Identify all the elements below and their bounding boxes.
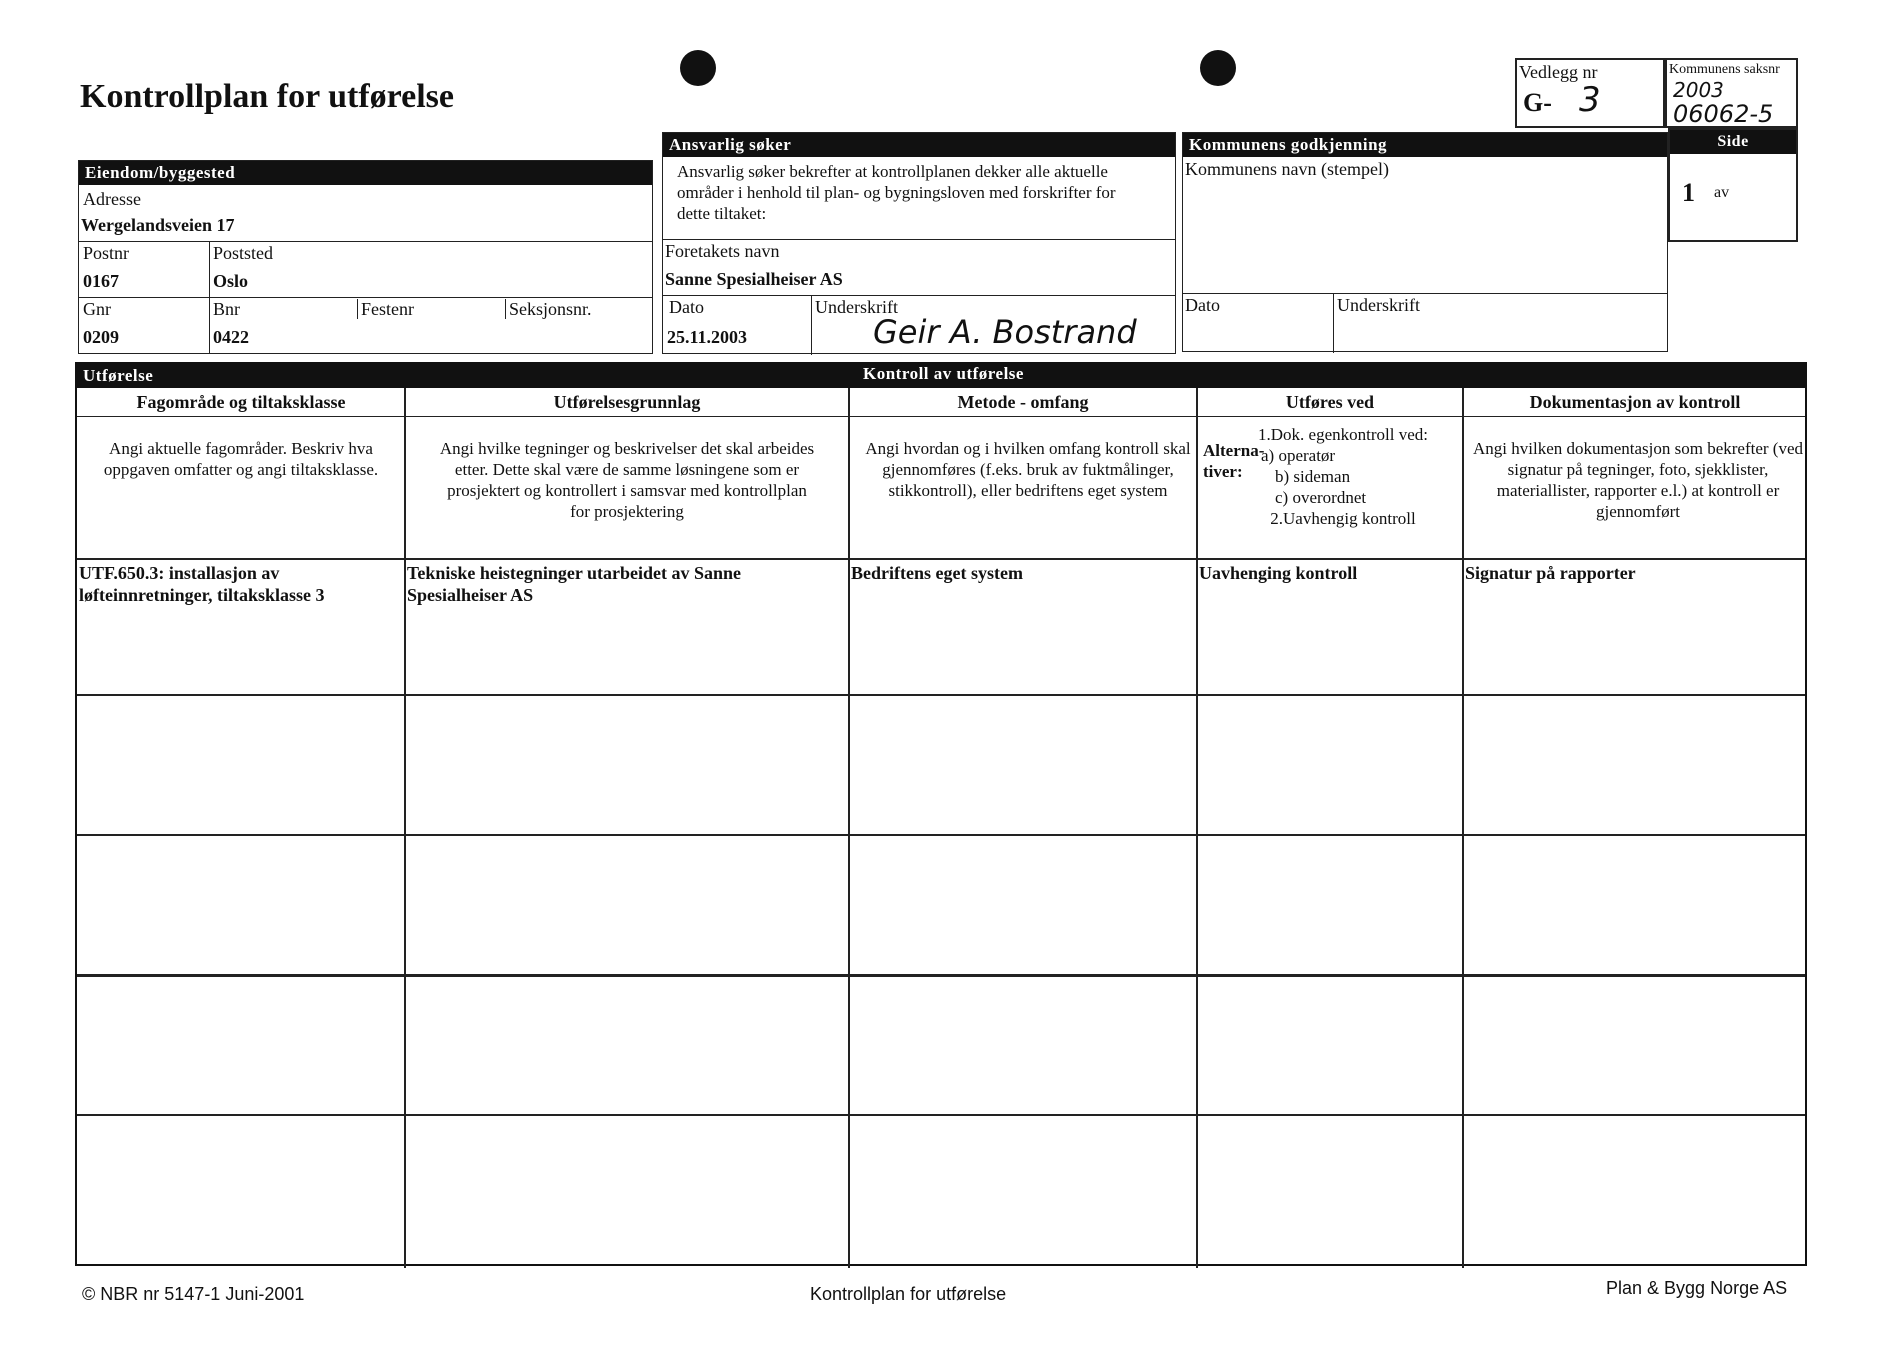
row1-fagomrade: UTF.650.3: installasjon av løfteinnretninger, tiltaksklasse 3 xyxy=(79,563,325,605)
col-instruction-dokumentasjon: Angi hvilken dokumentasjon som bekrefter (ved signatur på tegninger, foto, sjekklister, materiallister, rapporter e.l.) at kontroll er gjennomført xyxy=(1473,439,1804,521)
row1-dokumentasjon: Signatur på rapporter xyxy=(1465,563,1636,583)
col-title-fagomrade: Fagområde og tiltaksklasse xyxy=(136,392,346,412)
foretak-value: Sanne Spesialheiser AS xyxy=(665,269,843,289)
vedlegg-box xyxy=(1515,58,1665,128)
eiendom-header: Eiendom/byggested xyxy=(79,161,652,185)
vedlegg-prefix: G- xyxy=(1523,88,1552,117)
poststed-value: Oslo xyxy=(213,271,249,291)
control-table xyxy=(75,362,1807,1266)
col-instruction-fagomrade: Angi aktuelle fagområder. Beskriv hva oppgaven omfatter og angi tiltaksklasse. xyxy=(103,439,379,479)
gnr-label: Gnr xyxy=(83,299,111,319)
vedlegg-number: 3 xyxy=(1579,80,1601,120)
footer-title: Kontrollplan for utførelse xyxy=(810,1284,1007,1304)
saksnr-box xyxy=(1665,58,1798,128)
col-title-dokumentasjon: Dokumentasjon av kontroll xyxy=(1529,392,1741,412)
row1-metode: Bedriftens eget system xyxy=(851,563,1023,583)
col-instruction-utforelsesgrunnlag: Angi hvilke tegninger og beskrivelser det skal arbeides etter. Dette skal være de samme løsningene som er prosjektert og kontrollert i samsvar med kontrollplan for prosjektering xyxy=(439,439,815,521)
row1-utforelsesgrunnlag: Tekniske heistegninger utarbeidet av Sanne Spesialheiser AS xyxy=(407,563,742,605)
col-option-1: 1.Dok. egenkontroll ved: xyxy=(1258,425,1428,444)
side-of-label: av xyxy=(1714,184,1730,201)
page-title: Kontrollplan for utførelse xyxy=(80,78,454,115)
kommune-navn-label: Kommunens navn (stempel) xyxy=(1185,159,1389,179)
col-title-metode: Metode - omfang xyxy=(957,392,1089,412)
saksnr-year: 2003 xyxy=(1673,78,1724,102)
bnr-label: Bnr xyxy=(213,299,240,319)
ansvarlig-dato-value: 25.11.2003 xyxy=(667,327,748,347)
bnr-value: 0422 xyxy=(213,327,249,347)
ansvarlig-header: Ansvarlig søker xyxy=(663,133,1175,157)
side-header: Side xyxy=(1670,130,1796,154)
row1-utfores-ved: Uavhenging kontroll xyxy=(1199,563,1358,583)
eiendom-box xyxy=(78,160,653,354)
punch-hole-right xyxy=(1200,50,1236,86)
col-option-a: a) operatør xyxy=(1261,446,1336,465)
poststed-label: Poststed xyxy=(213,243,274,263)
kommune-header: Kommunens godkjenning xyxy=(1183,133,1667,157)
table-header-bar xyxy=(77,364,1805,388)
signature: Geir A. Bostrand xyxy=(873,313,1137,351)
col-instruction-metode: Angi hvordan og i hvilken omfang kontroll skal gjennomføres (f.eks. bruk av fuktmålinger, stikkontroll), eller bedriftens eget system xyxy=(865,439,1191,500)
ansvarlig-dato-label: Dato xyxy=(669,297,704,317)
vedlegg-label: Vedlegg nr xyxy=(1519,62,1598,82)
postnr-label: Postnr xyxy=(83,243,130,263)
saksnr-number: 06062-5 xyxy=(1673,100,1774,128)
col-title-utforelsesgrunnlag: Utførelsesgrunnlag xyxy=(553,392,701,412)
col-alt-label: Alterna-tiver: xyxy=(1203,441,1265,481)
saksnr-label: Kommunens saksnr xyxy=(1669,62,1780,77)
gnr-value: 0209 xyxy=(83,327,119,347)
postnr-value: 0167 xyxy=(83,271,119,291)
footer-publisher: Plan & Bygg Norge AS xyxy=(1606,1278,1788,1298)
side-page-number: 1 xyxy=(1682,178,1695,207)
kommune-box xyxy=(1182,132,1668,352)
punch-hole-left xyxy=(680,50,716,86)
footer-copyright: © NBR nr 5147-1 Juni-2001 xyxy=(82,1284,305,1304)
kommune-dato-label: Dato xyxy=(1185,295,1220,315)
adresse-value: Wergelandsveien 17 xyxy=(81,215,235,235)
col-option-c: c) overordnet xyxy=(1275,488,1367,507)
col-option-b: b) sideman xyxy=(1275,467,1351,486)
utforelse-label: Utførelse xyxy=(83,366,154,385)
ansvarlig-box xyxy=(662,132,1176,354)
seksjonsnr-label: Seksjonsnr. xyxy=(509,299,592,319)
festenr-label: Festenr xyxy=(361,299,414,319)
side-box xyxy=(1668,128,1798,242)
col-title-utfores-ved: Utføres ved xyxy=(1285,392,1375,412)
ansvarlig-statement: Ansvarlig søker bekrefter at kontrollplanen dekker alle aktuelle områder i henhold til plan- og bygningsloven med forskrifter for dette tiltaket: xyxy=(677,162,1116,223)
kontroll-label: Kontroll av utførelse xyxy=(863,364,1024,383)
adresse-label: Adresse xyxy=(83,189,141,209)
foretak-label: Foretakets navn xyxy=(665,241,780,261)
col-option-2: 2.Uavhengig kontroll xyxy=(1270,509,1416,528)
kommune-underskrift-label: Underskrift xyxy=(1337,295,1420,315)
ansvarlig-underskrift-label: Underskrift xyxy=(815,297,898,317)
